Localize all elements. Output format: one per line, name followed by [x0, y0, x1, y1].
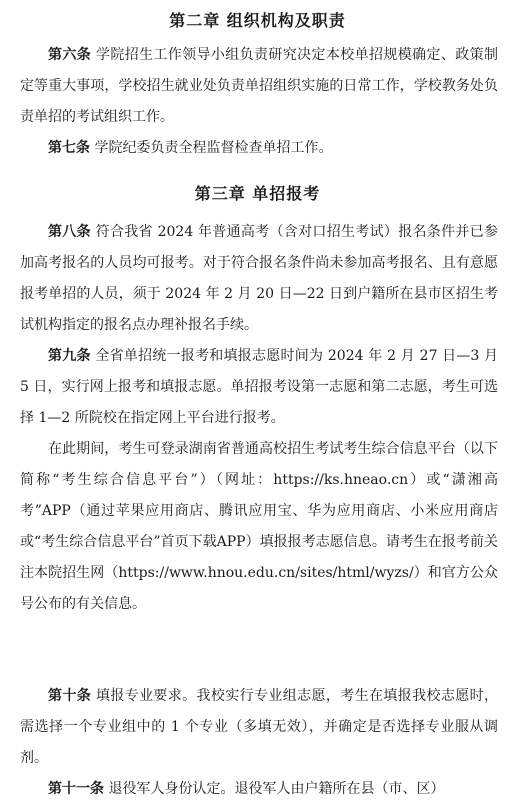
- article-11-text: 退役军人身份认定。退役军人由户籍所在县（市、区）: [104, 781, 445, 797]
- article-9-label: 第九条: [48, 348, 91, 364]
- article-7: [20, 133, 498, 164]
- article-7-text: 学院纪委负责全程监督检查单招工作。: [90, 140, 333, 156]
- article-8: [20, 217, 498, 341]
- article-6-text: 学院招生工作领导小组负责研究决定本校单招规模确定、政策制定等重大事项，学校招生就业处负责单招组织实施的日常工作，学校教务处负责单招的考试组织工作。: [20, 47, 499, 125]
- article-10-text: 填报专业要求。我校实行专业组志愿，考生在填报我校志愿时，需选择一个专业组中的 1 个专业（多填无效），并确定是否选择专业服从调剂。: [20, 688, 499, 766]
- article-8-label: 第八条: [48, 224, 91, 240]
- article-10: [20, 681, 498, 774]
- article-9: [20, 341, 498, 434]
- article-9-text: 全省单招统一报考和填报志愿时间为 2024 年 2 月 27 日—3 月 5 日，实行网上报考和填报志愿。单招报考设第一志愿和第二志愿，考生可选择 1—2 所院校在指定网上平台进行报考。: [20, 348, 499, 426]
- article-11-label: 第十一条: [48, 781, 104, 797]
- article-11: [20, 774, 498, 805]
- chapter-3-title: 第三章 单招报考: [194, 184, 321, 203]
- article-7-label: 第七条: [48, 140, 90, 156]
- chapter-2-title: 第二章 组织机构及职责: [169, 11, 346, 30]
- article-9-paragraph-2: 在此期间，考生可登录湖南省普通高校招生考试考生综合信息平台（以下简称“考生综合信息平台”）（网址：https://ks.hneao.cn）或“潇湘高考”APP（通过苹果应用商店、腾讯应用宝、华为应用商店、小米应用商店或“考生综合信息平台”首页下载APP）填报报考志愿信息。请考生在报考前关注本院招生网（https://www.hnou.edu.cn/sites/html/wyzs/）和官方公众号公布的有关信息。: [20, 441, 498, 612]
- article-6: [20, 40, 498, 133]
- article-8-text: 符合我省 2024 年普通高考（含对口招生考试）报名条件并已参加高考报名的人员均可报考。对于符合报名条件尚未参加高考报名、且有意愿报考单招的人员，须于 2024 年 2 月 20 日—22 日到户籍所在县市区招生考试机构指定的报名点办理补报名手续。: [20, 224, 498, 333]
- article-6-label: 第六条: [48, 47, 92, 63]
- article-10-label: 第十条: [48, 688, 92, 704]
